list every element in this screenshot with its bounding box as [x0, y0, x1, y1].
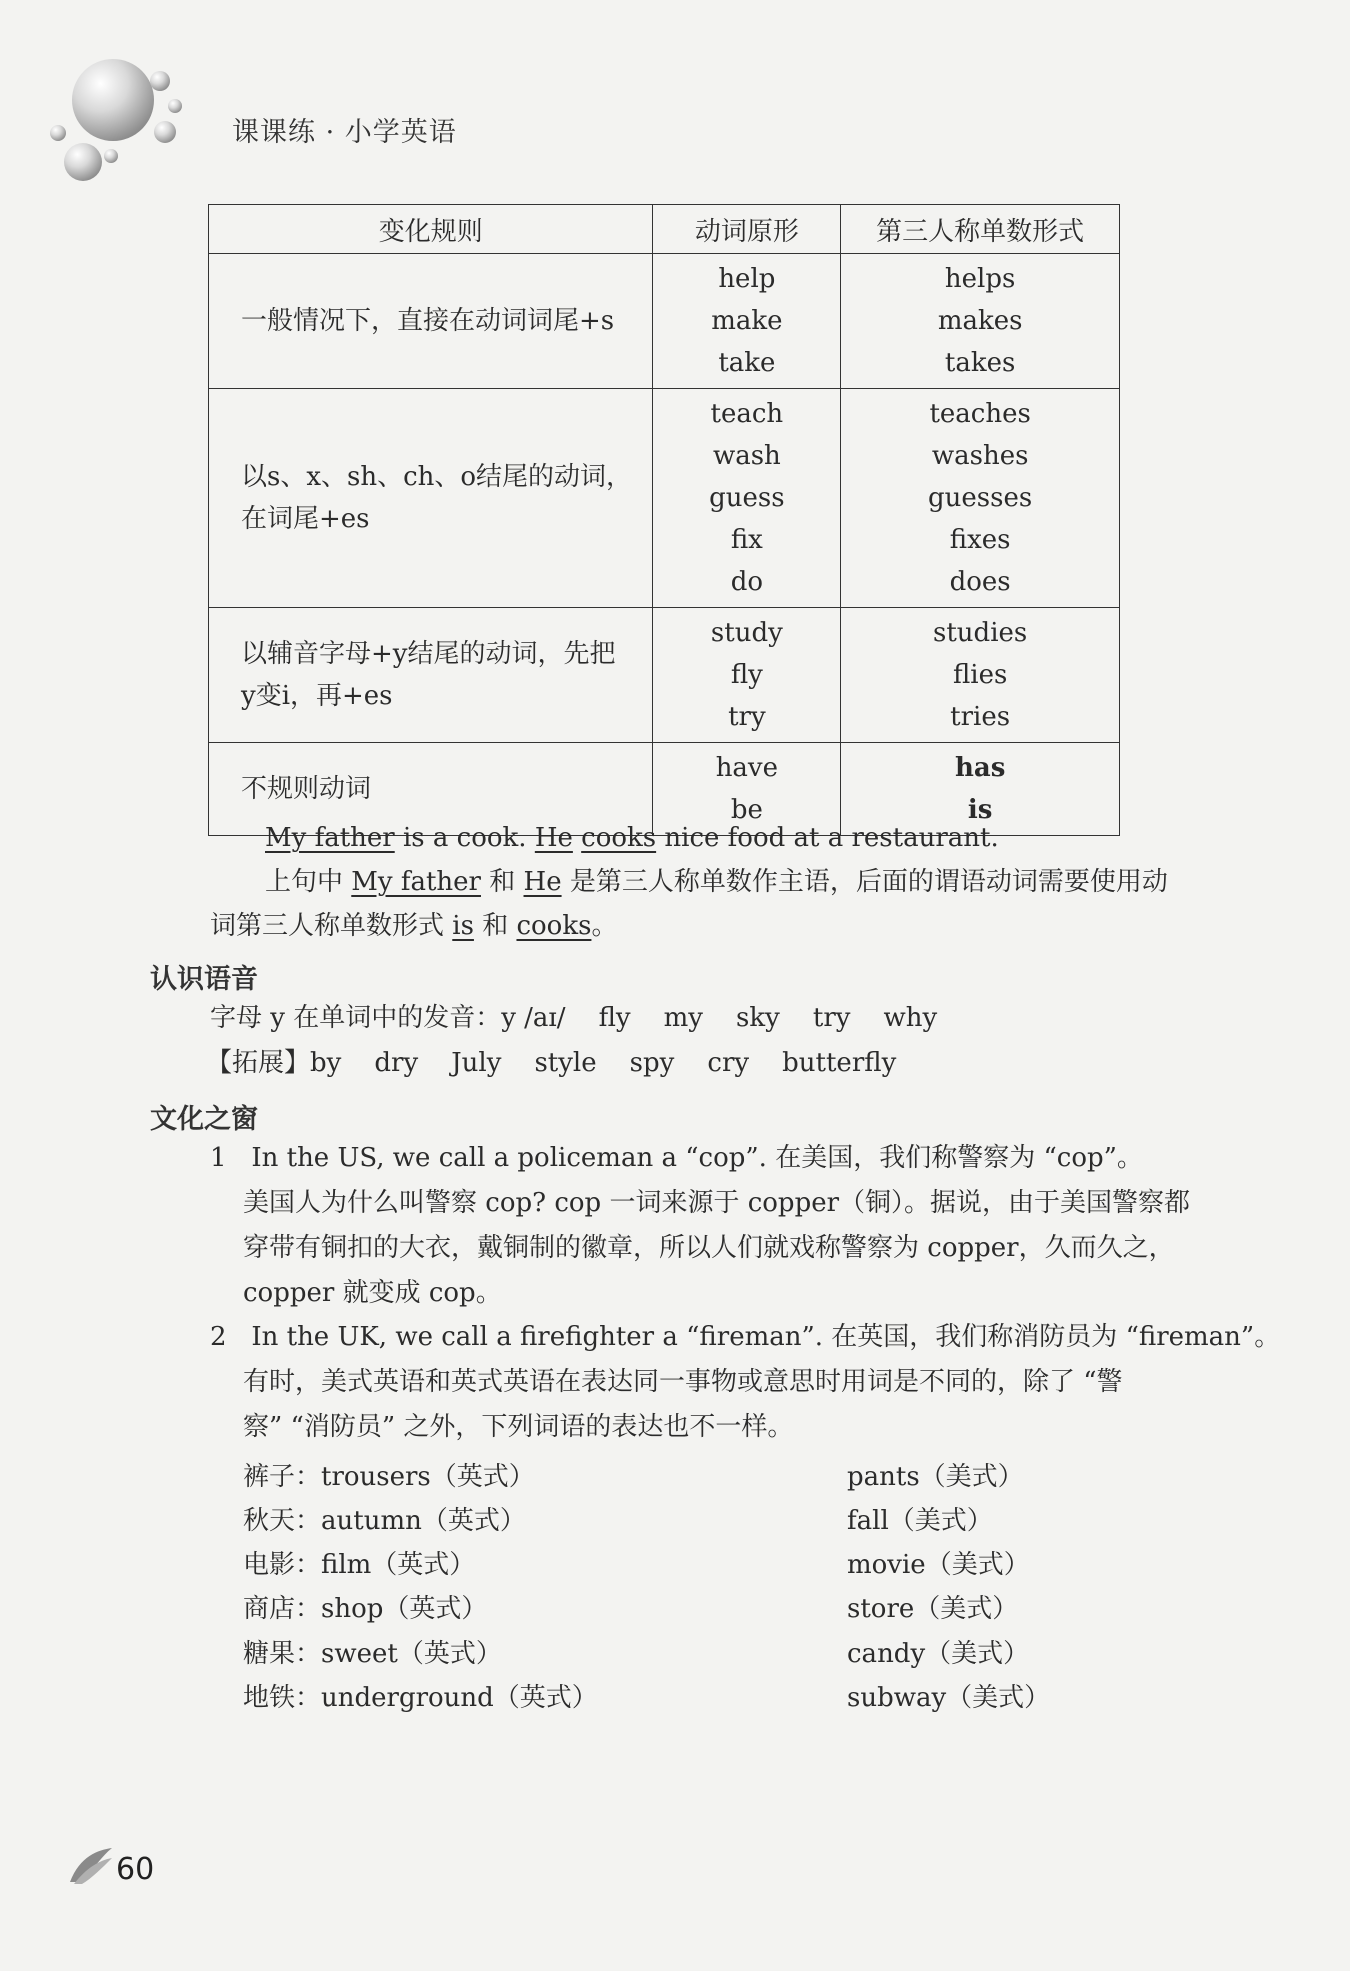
third-word: is — [967, 795, 993, 825]
explanation-line — [210, 913, 617, 939]
us-term: fall（美式） — [847, 1506, 993, 1536]
text: 和 — [473, 911, 517, 941]
base-word: study — [710, 618, 783, 648]
phonics-extension: 【拓展】by dry July style spy cry butterfly — [206, 1048, 897, 1078]
underlined-verb: cooks — [581, 823, 657, 853]
rule-cell — [209, 608, 653, 743]
explanation-line — [265, 869, 1168, 895]
uk-term: 裤子：trousers（英式） — [243, 1462, 535, 1492]
header-base-form: 动词原形 — [653, 205, 841, 254]
base-word: do — [730, 567, 763, 597]
third-word: teaches — [929, 399, 1031, 429]
third-word: flies — [952, 660, 1008, 690]
text — [573, 823, 581, 853]
third-word: has — [954, 753, 1006, 783]
table-row — [209, 743, 1120, 836]
rule-text: 一般情况下，直接在动词词尾+s — [241, 306, 615, 336]
culture-text: 美国人为什么叫警察 cop? cop 一词来源于 copper（铜）。据说，由于美国警察都 — [243, 1188, 1191, 1218]
third-word: washes — [931, 441, 1029, 471]
base-word: try — [728, 702, 766, 732]
base-word: wash — [712, 441, 781, 471]
base-form-cell — [653, 743, 841, 836]
third-person-cell — [841, 743, 1120, 836]
base-word: help — [718, 264, 776, 294]
uk-term: 秋天：autumn（英式） — [243, 1506, 526, 1536]
phonics-line: 字母 y 在单词中的发音：y /aɪ/ fly my sky try why — [210, 1003, 938, 1033]
uk-term: 地铁：underground（英式） — [243, 1683, 598, 1713]
leaf-icon — [68, 1846, 114, 1886]
text: 和 — [480, 867, 524, 897]
text: nice food at a restaurant. — [656, 823, 999, 853]
third-word: fixes — [949, 525, 1011, 555]
rule-cell — [209, 254, 653, 389]
table-row — [209, 608, 1120, 743]
rule-cell — [209, 743, 653, 836]
third-word: guesses — [928, 483, 1033, 513]
underlined-subject: He — [523, 867, 562, 897]
underlined-subject: He — [534, 823, 573, 853]
third-word: helps — [944, 264, 1016, 294]
third-word: studies — [933, 618, 1028, 648]
culture-item-2: 2 In the UK, we call a firefighter a “fireman”. 在英国，我们称消防员为 “fireman”。 — [210, 1322, 1281, 1352]
verb-rules-table — [208, 204, 1120, 836]
rule-cell — [209, 389, 653, 608]
bubbles-logo-icon — [50, 55, 200, 190]
base-word: fly — [730, 660, 763, 690]
uk-term: 糖果：sweet（英式） — [243, 1639, 502, 1669]
page-number: 60 — [116, 1852, 155, 1887]
culture-item-1: 1 In the US, we call a policeman a “cop”. 在美国，我们称警察为 “cop”。 — [210, 1143, 1143, 1173]
third-word: tries — [950, 702, 1011, 732]
underlined-verb: cooks — [516, 911, 592, 941]
third-person-cell — [841, 254, 1120, 389]
rule-text: 以s、x、sh、ch、o结尾的动词， — [241, 462, 633, 492]
third-person-cell — [841, 608, 1120, 743]
third-person-cell — [841, 389, 1120, 608]
table-row — [209, 389, 1120, 608]
rule-text: y变i，再+es — [241, 681, 393, 711]
table-header-row — [209, 205, 1120, 254]
us-term: store（美式） — [847, 1594, 1019, 1624]
us-term: movie（美式） — [847, 1550, 1030, 1580]
rule-text: 不规则动词 — [241, 774, 372, 804]
rule-text: 以辅音字母+y结尾的动词，先把 — [241, 639, 616, 669]
us-term: subway（美式） — [847, 1683, 1051, 1713]
rule-text: 在词尾+es — [241, 504, 370, 534]
third-word: makes — [937, 306, 1023, 336]
base-form-cell — [653, 608, 841, 743]
section-heading-culture: 文化之窗 — [150, 1104, 258, 1135]
us-term: candy（美式） — [847, 1639, 1030, 1669]
underlined-subject: My father — [351, 867, 481, 897]
base-form-cell — [653, 389, 841, 608]
culture-text: 察” “消防员” 之外，下列词语的表达也不一样。 — [243, 1412, 794, 1442]
base-word: guess — [709, 483, 785, 513]
header-rule: 变化规则 — [209, 205, 653, 254]
text: 上句中 — [265, 867, 352, 897]
text: is a cook. — [394, 823, 535, 853]
third-word: takes — [944, 348, 1016, 378]
underlined-subject: My father — [265, 823, 395, 853]
header-title: 课课练 · 小学英语 — [232, 117, 457, 148]
text: 是第三人称单数作主语，后面的谓语动词需要使用动 — [561, 867, 1168, 897]
third-word: does — [949, 567, 1011, 597]
table-row — [209, 254, 1120, 389]
text: 。 — [591, 911, 618, 941]
underlined-verb: is — [452, 911, 474, 941]
header-third-person: 第三人称单数形式 — [841, 205, 1120, 254]
culture-text: 有时，美式英语和英式英语在表达同一事物或意思时用词是不同的，除了 “警 — [243, 1367, 1123, 1397]
base-form-cell — [653, 254, 841, 389]
base-word: fix — [730, 525, 763, 555]
culture-text: copper 就变成 cop。 — [243, 1278, 502, 1308]
section-heading-phonics: 认识语音 — [150, 964, 258, 995]
example-sentence — [265, 825, 999, 851]
base-word: have — [715, 753, 779, 783]
base-word: teach — [710, 399, 784, 429]
uk-term: 商店：shop（英式） — [243, 1594, 488, 1624]
uk-term: 电影：film（英式） — [243, 1550, 476, 1580]
base-word: be — [730, 795, 763, 825]
text: 词第三人称单数形式 — [210, 911, 453, 941]
base-word: take — [718, 348, 776, 378]
culture-text: 穿带有铜扣的大衣，戴铜制的徽章，所以人们就戏称警察为 copper，久而久之， — [243, 1233, 1175, 1263]
us-term: pants（美式） — [847, 1462, 1024, 1492]
base-word: make — [711, 306, 783, 336]
